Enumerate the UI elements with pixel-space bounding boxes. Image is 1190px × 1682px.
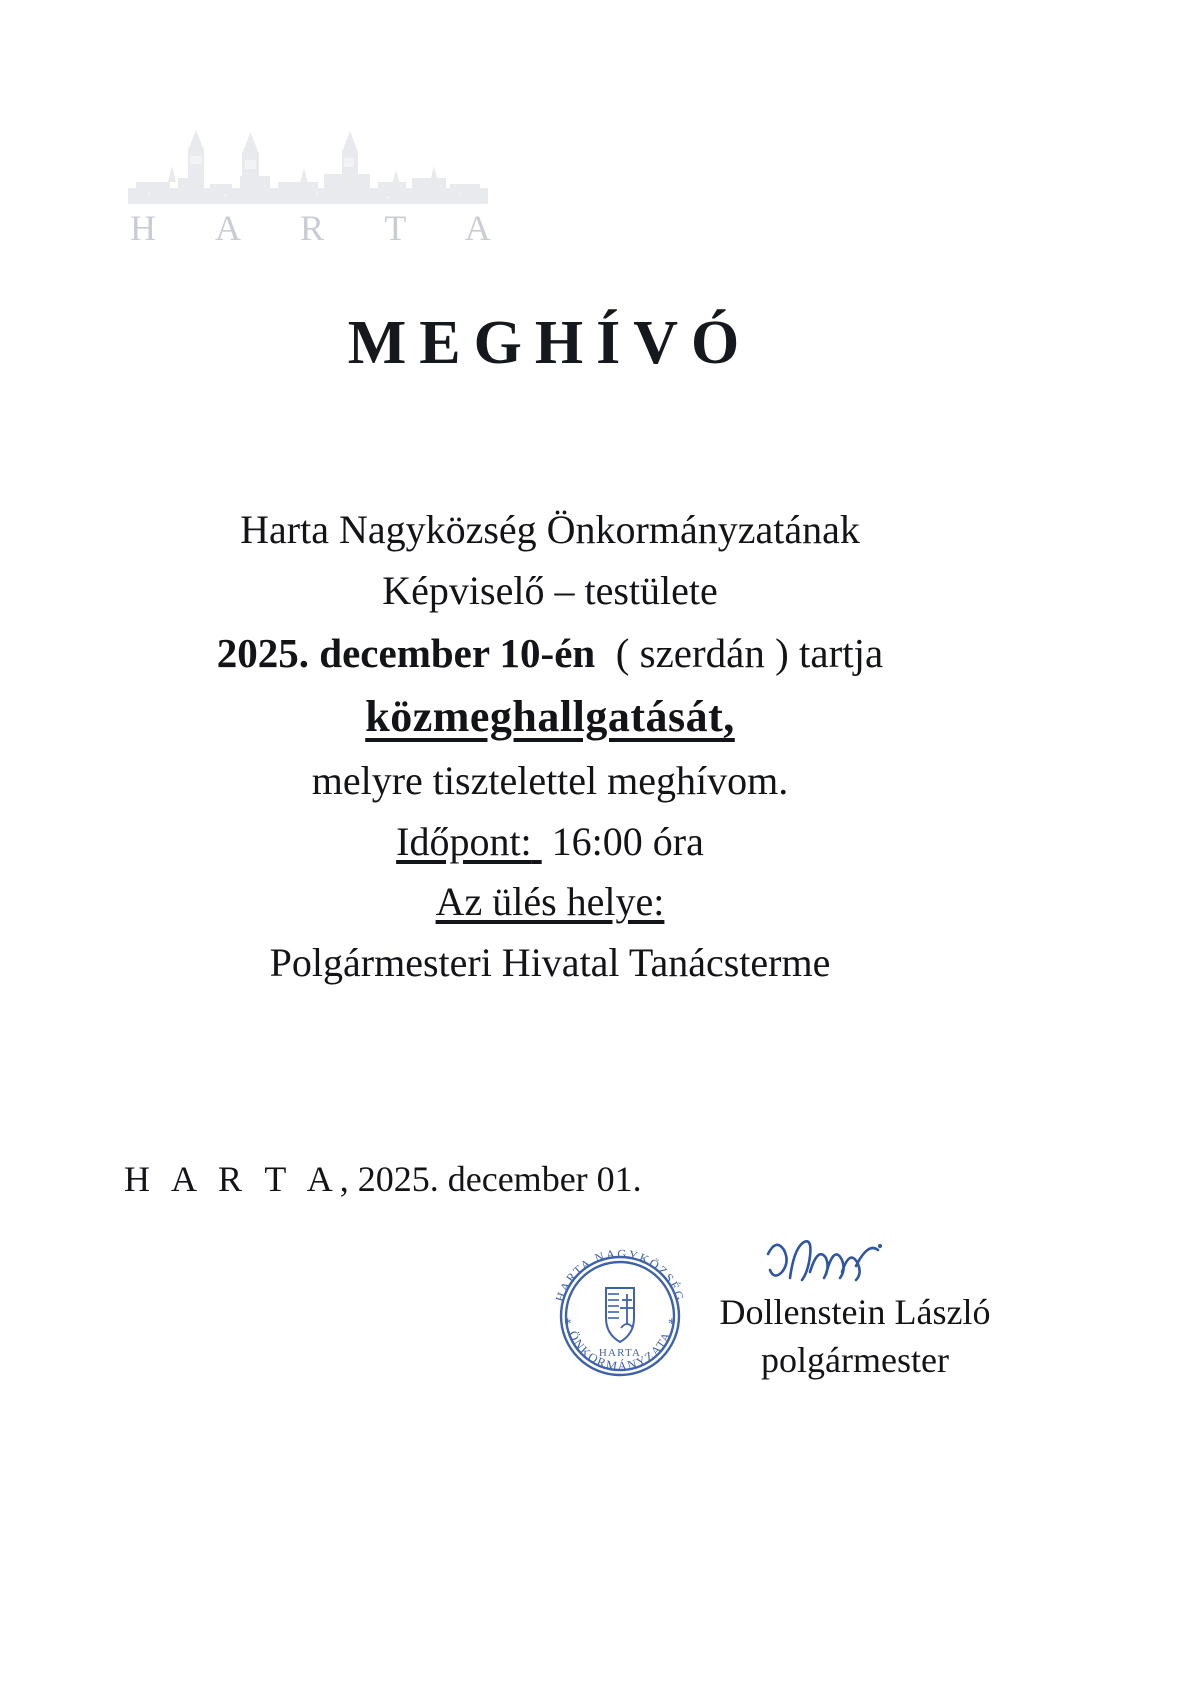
signer-name: Dollenstein László xyxy=(719,1292,991,1332)
issue-place-date xyxy=(124,1158,642,1200)
stamp-text-bottom: ÖNKORMÁNYZATA xyxy=(565,1328,675,1374)
event-place-label-line xyxy=(0,872,1100,933)
council-line: Képviselő – testülete xyxy=(382,567,718,613)
signer-block xyxy=(690,1288,1020,1384)
issue-place: H A R T A xyxy=(124,1159,340,1199)
stamp-text-top: HARTA NAGYKÖZSÉG xyxy=(552,1246,688,1304)
event-date-bold: 2025. december 10-én xyxy=(216,629,596,676)
letterhead xyxy=(128,126,517,256)
event-place-label: Az ülés helye: xyxy=(435,879,665,925)
event-date-weekday: ( szerdán ) tartja xyxy=(615,629,884,676)
page-title: MEGHÍVÓ xyxy=(347,309,753,377)
stamp-star-left: * xyxy=(564,1316,572,1332)
invitation-sentence: melyre tisztelettel meghívom. xyxy=(311,757,789,803)
organization-line: Harta Nagyközség Önkormányzatának xyxy=(240,507,860,552)
signer-role: polgármester xyxy=(761,1340,949,1381)
invitation-body xyxy=(0,500,1100,994)
event-time-line xyxy=(0,812,1100,873)
event-time-value: 16:00 óra xyxy=(551,818,704,864)
hungarian-coat-of-arms xyxy=(606,1288,634,1342)
event-subject: közmeghallgatását, xyxy=(365,691,735,741)
letterhead-wordmark: H A R T A xyxy=(130,208,517,248)
stamp-inner-text: HARTA xyxy=(598,1347,642,1359)
stamp-star-right: * xyxy=(668,1316,676,1332)
event-date-line xyxy=(0,622,1100,684)
event-time-label: Időpont: xyxy=(396,818,532,864)
official-round-stamp xyxy=(540,1236,700,1396)
issue-date: , 2025. december 01. xyxy=(339,1159,642,1199)
event-venue: Polgármesteri Hivatal Tanácsterme xyxy=(269,940,831,986)
town-skyline-icon xyxy=(128,126,488,211)
